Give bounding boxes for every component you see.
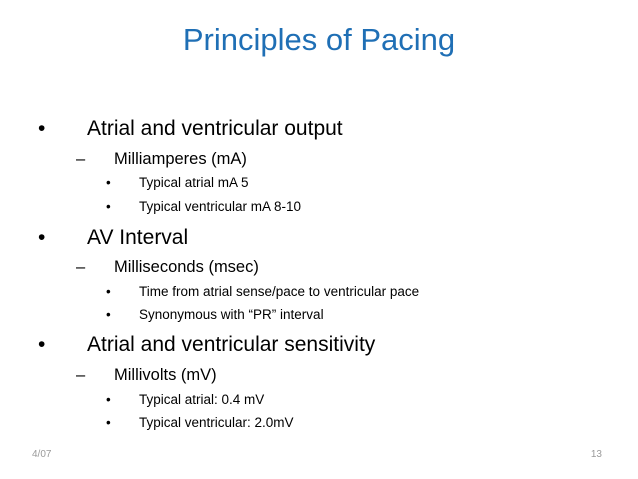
item-text: Typical atrial mA 5	[139, 175, 249, 190]
sub-bullet-text: Milliamperes (mA)	[114, 150, 247, 168]
bullet-marker: •	[38, 117, 46, 140]
item-marker: •	[106, 415, 111, 430]
slide-title: Principles of Pacing	[182, 22, 456, 57]
item-marker: •	[106, 284, 111, 299]
slide-number: 13	[590, 449, 602, 460]
dash-marker: –	[76, 258, 86, 276]
footer-date: 4/07	[32, 449, 52, 460]
item-marker: •	[106, 199, 111, 214]
item-text: Typical ventricular mA 8-10	[139, 199, 302, 214]
item-marker: •	[106, 392, 111, 407]
sub-bullet-text: Milliseconds (msec)	[114, 258, 259, 276]
bullet-text: Atrial and ventricular sensitivity	[87, 333, 376, 356]
bullet-text: AV Interval	[87, 226, 189, 249]
item-text: Typical atrial: 0.4 mV	[139, 392, 265, 407]
item-marker: •	[106, 307, 111, 322]
item-marker: •	[106, 175, 111, 190]
dash-marker: –	[76, 150, 86, 168]
item-text: Typical ventricular: 2.0mV	[139, 415, 294, 430]
bullet-text: Atrial and ventricular output	[87, 117, 343, 140]
sub-bullet-text: Millivolts (mV)	[114, 366, 217, 384]
item-text: Time from atrial sense/pace to ventricular pace	[139, 284, 420, 299]
bullet-marker: •	[38, 333, 46, 356]
bullet-marker: •	[38, 226, 46, 249]
dash-marker: –	[76, 366, 86, 384]
item-text: Synonymous with “PR” interval	[139, 307, 324, 322]
